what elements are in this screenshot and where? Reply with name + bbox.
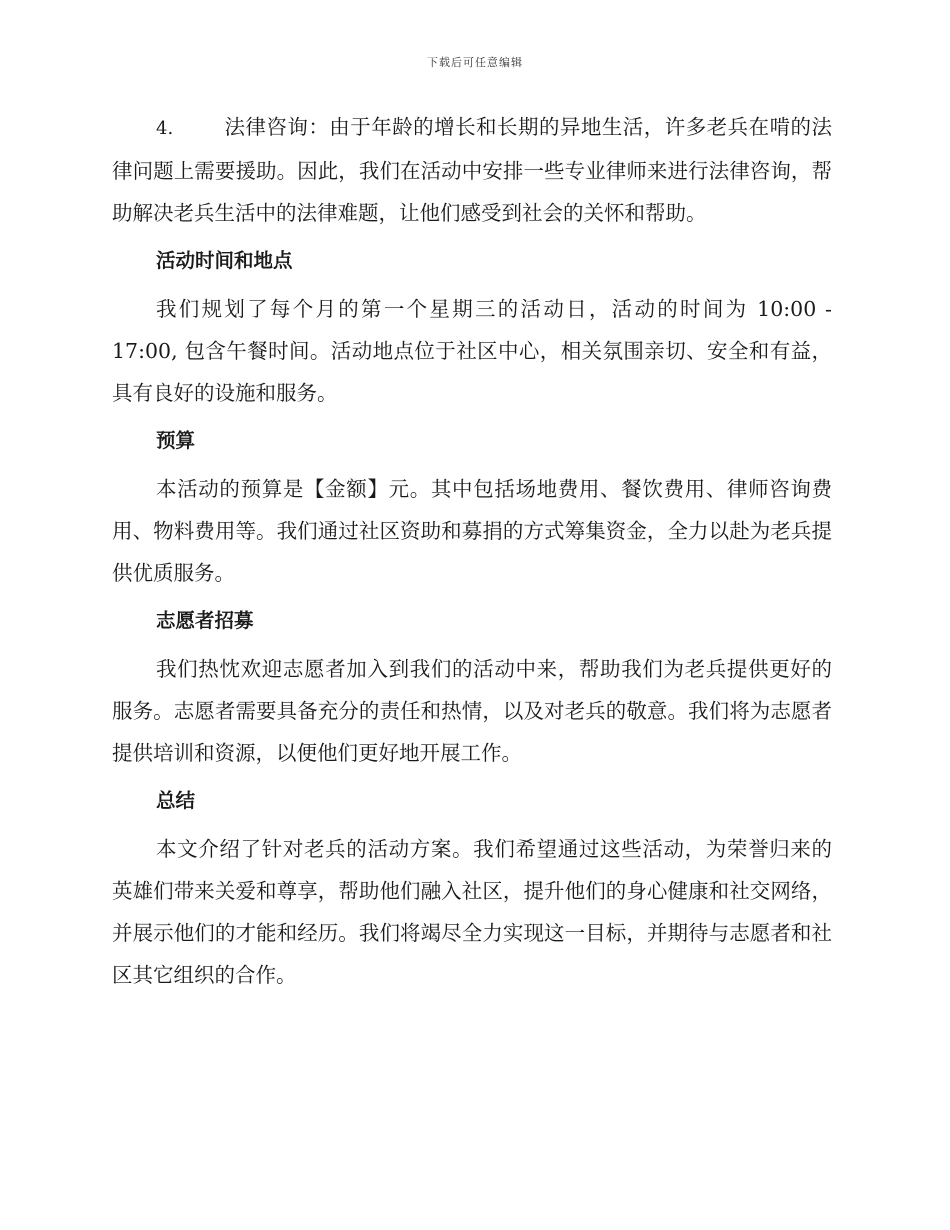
summary-heading: 总结: [156, 789, 196, 812]
time-location-paragraph: 我们规划了每个月的第一个星期三的活动日，活动的时间为 10:00 - 17:00, 包含午餐时间。活动地点位于社区中心，相关氛围亲切、安全和有益，具有良好的设施和服务。: [112, 297, 832, 405]
budget-paragraph: 本活动的预算是【金额】元。其中包括场地费用、餐饮费用、律师咨询费用、物料费用等。我们通过社区资助和募捐的方式筹集资金，全力以赴为老兵提供优质服务。: [112, 477, 832, 585]
document-body: [112, 106, 832, 996]
volunteer-paragraph: 我们热忱欢迎志愿者加入到我们的活动中来，帮助我们为老兵提供更好的服务。志愿者需要具备充分的责任和热情，以及对老兵的敬意。我们将为志愿者提供培训和资源，以便他们更好地开展工作。: [112, 657, 832, 765]
volunteer-heading: 志愿者招募: [156, 609, 254, 632]
list-number: 4.: [156, 118, 174, 139]
time-location-heading: 活动时间和地点: [156, 249, 293, 272]
page-header: 下载后可任意编辑: [427, 56, 523, 69]
legal-consultation-text: 法律咨询：由于年龄的增长和长期的异地生活，许多老兵在啃的法律问题上需要援助。因此，我们在活动中安排一些专业律师来进行法律咨询，帮助解决老兵生活中的法律难题，让他们感受到社会的关怀和帮助。: [112, 115, 832, 225]
budget-heading: 预算: [156, 429, 196, 452]
legal-consultation-paragraph: [112, 106, 832, 234]
summary-paragraph: 本文介绍了针对老兵的活动方案。我们希望通过这些活动，为荣誉归来的英雄们带来关爱和尊享，帮助他们融入社区，提升他们的身心健康和社交网络，并展示他们的才能和经历。我们将竭尽全力实现这一目标，并期待与志愿者和社区其它组织的合作。: [112, 837, 832, 987]
